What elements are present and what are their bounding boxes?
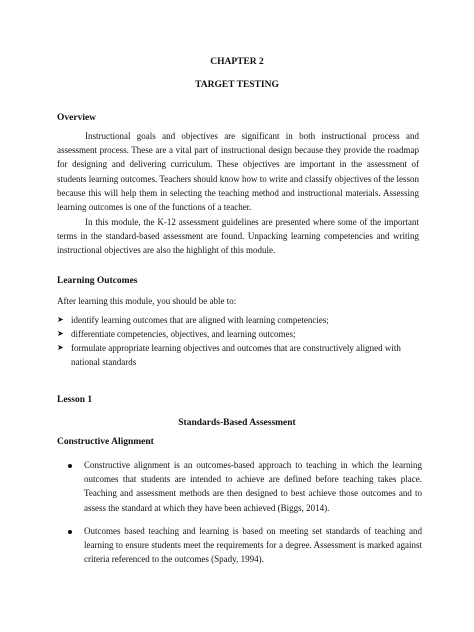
learning-outcomes-heading: Learning Outcomes [57,276,138,286]
lesson-bullet-list [62,458,422,566]
chapter-title: TARGET TESTING [195,80,279,90]
list-item [62,524,422,567]
chapter-label: CHAPTER 2 [210,57,264,67]
arrow-bullet-icon: ➤ [57,343,64,352]
list-item [57,327,419,341]
overview-paragraph-2: In this module, the K-12 assessment guidelines are presented where some of the important terms in the standard-based assessment are found. Unpacking learning competencies and writing instructional objectives are also the highlight of this module. [57,217,419,256]
list-item-text: formulate appropriate learning objectives and outcomes that are constructively aligned with national standards [71,343,401,367]
bullet-dot-icon [68,530,72,534]
list-item-text: identify learning outcomes that are aligned with learning competencies; [71,315,329,325]
lesson-label: Lesson 1 [57,395,93,405]
overview-heading: Overview [57,113,97,123]
learning-outcomes-intro: After learning this module, you should be able to: [57,296,237,306]
learning-outcomes-list [57,313,419,369]
list-item-text: differentiate competencies, objectives, and learning outcomes; [71,329,296,339]
bullet-dot-icon [68,464,72,468]
list-item [57,341,419,369]
constructive-alignment-heading: Constructive Alignment [57,437,154,447]
overview-paragraph-1: Instructional goals and objectives are significant in both instructional process and assessment process. These are a vital part of instructional design because they provide the roadmap for designing and delivering curriculum. These objectives are important in the assessment of students learning outcomes. Teachers should know how to write and classify objectives of the lesson because this will help them in selecting the teaching method and instructional materials. Assessing learning outcomes is one of the functions of a teacher. [57,131,419,213]
list-item [62,458,422,515]
arrow-bullet-icon: ➤ [57,329,64,338]
arrow-bullet-icon: ➤ [57,315,64,324]
lesson-title: Standards-Based Assessment [178,418,296,428]
list-item [57,313,419,327]
list-item-text: Constructive alignment is an outcomes-based approach to teaching in which the learning outcomes that students are intended to achieve are defined before teaching takes place. Teaching and assessment methods are then designed to best achieve those outcomes and to assess the standard at which they have been achieved (Biggs, 2014). [84,460,422,513]
list-item-text: Outcomes based teaching and learning is based on meeting set standards of teaching and learning to ensure students meet the requirements for a degree. Assessment is marked against criteria referenced to the outcomes (Spady, 1994). [84,525,422,565]
